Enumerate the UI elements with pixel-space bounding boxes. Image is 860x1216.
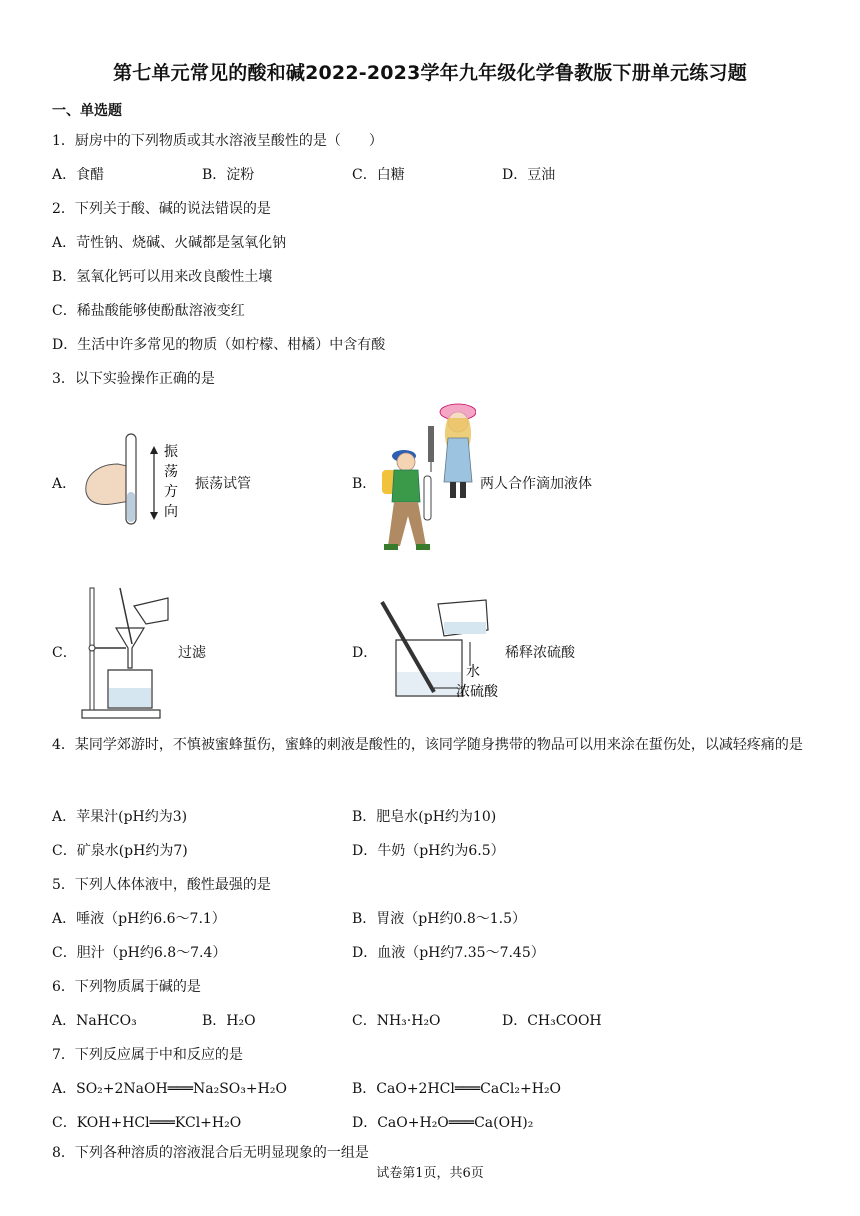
question-5-option-a: A．唾液（pH约6.6～7.1）	[52, 911, 226, 927]
shake-label-1: 振	[164, 444, 178, 460]
question-2-option-c: C．稀盐酸能够使酚酞溶液变红	[52, 303, 245, 319]
question-5-option-d: D．血液（pH约7.35～7.45）	[352, 945, 545, 961]
question-7-option-b: B．CaO+2HCl═══CaCl₂+H₂O	[352, 1081, 562, 1097]
sulfuric-acid-label: 浓硫酸	[456, 684, 498, 700]
question-4-option-b: B．肥皂水(pH约为10)	[352, 809, 497, 825]
question-3-caption-b: 两人合作滴加液体	[480, 476, 592, 492]
question-3-option-a: A．	[52, 476, 77, 492]
question-6-option-b: B．H₂O	[202, 1013, 256, 1029]
question-7-option-d: D．CaO+H₂O═══Ca(OH)₂	[352, 1115, 534, 1131]
question-1-stem: 1．厨房中的下列物质或其水溶液呈酸性的是（ ）	[52, 133, 383, 149]
section-heading: 一、单选题	[52, 103, 122, 119]
filtration-figure	[76, 584, 176, 722]
shaking-test-tube-figure	[78, 430, 188, 532]
question-6-option-a: A．NaHCO₃	[52, 1013, 137, 1029]
question-7-option-c: C．KOH+HCl═══KCl+H₂O	[52, 1115, 242, 1131]
question-4-option-c: C．矿泉水(pH约为7)	[52, 843, 188, 859]
question-5-stem: 5．下列人体体液中，酸性最强的是	[52, 877, 271, 893]
question-5-option-b: B．胃液（pH约0.8～1.5）	[352, 911, 526, 927]
question-8-stem: 8．下列各种溶质的溶液混合后无明显现象的一组是	[52, 1145, 369, 1161]
question-1-option-b: B．淀粉	[202, 167, 255, 183]
question-2-option-b: B．氢氧化钙可以用来改良酸性土壤	[52, 269, 273, 285]
question-7-option-a: A．SO₂+2NaOH═══Na₂SO₃+H₂O	[52, 1081, 287, 1097]
question-6-option-c: C．NH₃·H₂O	[352, 1013, 441, 1029]
water-label: 水	[466, 664, 480, 680]
question-4-option-d: D．牛奶（pH约为6.5）	[352, 843, 505, 859]
question-6-stem: 6．下列物质属于碱的是	[52, 979, 201, 995]
question-4-stem: 4．某同学郊游时，不慎被蜜蜂蜇伤，蜜蜂的刺液是酸性的，该同学随身携带的物品可以用来涂在蜇伤处，以减轻疼痛的是	[52, 737, 803, 753]
shake-label-4: 向	[164, 504, 178, 520]
question-3-caption-c: 过滤	[178, 645, 206, 661]
page-title: 第七单元常见的酸和碱2022-2023学年九年级化学鲁教版下册单元练习题	[113, 62, 747, 84]
question-1-option-c: C．白糖	[352, 167, 405, 183]
question-4-option-a: A．苹果汁(pH约为3)	[52, 809, 188, 825]
question-3-caption-a: 振荡试管	[195, 476, 251, 492]
page-footer: 试卷第1页，共6页	[376, 1166, 484, 1181]
question-3-option-b: B．	[352, 476, 377, 492]
question-3-option-d: D．	[352, 645, 378, 661]
two-people-adding-liquid-figure	[376, 398, 476, 558]
shake-label-2: 荡	[164, 464, 178, 480]
question-7-stem: 7．下列反应属于中和反应的是	[52, 1047, 243, 1063]
question-1-option-d: D．豆油	[502, 167, 556, 183]
shake-label-3: 方	[164, 484, 178, 500]
question-3-caption-d: 稀释浓硫酸	[505, 645, 575, 661]
question-3-option-c: C．	[52, 645, 77, 661]
question-3-stem: 3．以下实验操作正确的是	[52, 371, 215, 387]
question-5-option-c: C．胆汁（pH约6.8～7.4）	[52, 945, 227, 961]
question-6-option-d: D．CH₃COOH	[502, 1013, 602, 1029]
question-2-stem: 2．下列关于酸、碱的说法错误的是	[52, 201, 271, 217]
diluting-sulfuric-acid-figure	[378, 596, 510, 704]
question-1-option-a: A．食醋	[52, 167, 105, 183]
question-2-option-a: A．苛性钠、烧碱、火碱都是氢氧化钠	[52, 235, 287, 251]
question-2-option-d: D．生活中许多常见的物质（如柠檬、柑橘）中含有酸	[52, 337, 386, 353]
